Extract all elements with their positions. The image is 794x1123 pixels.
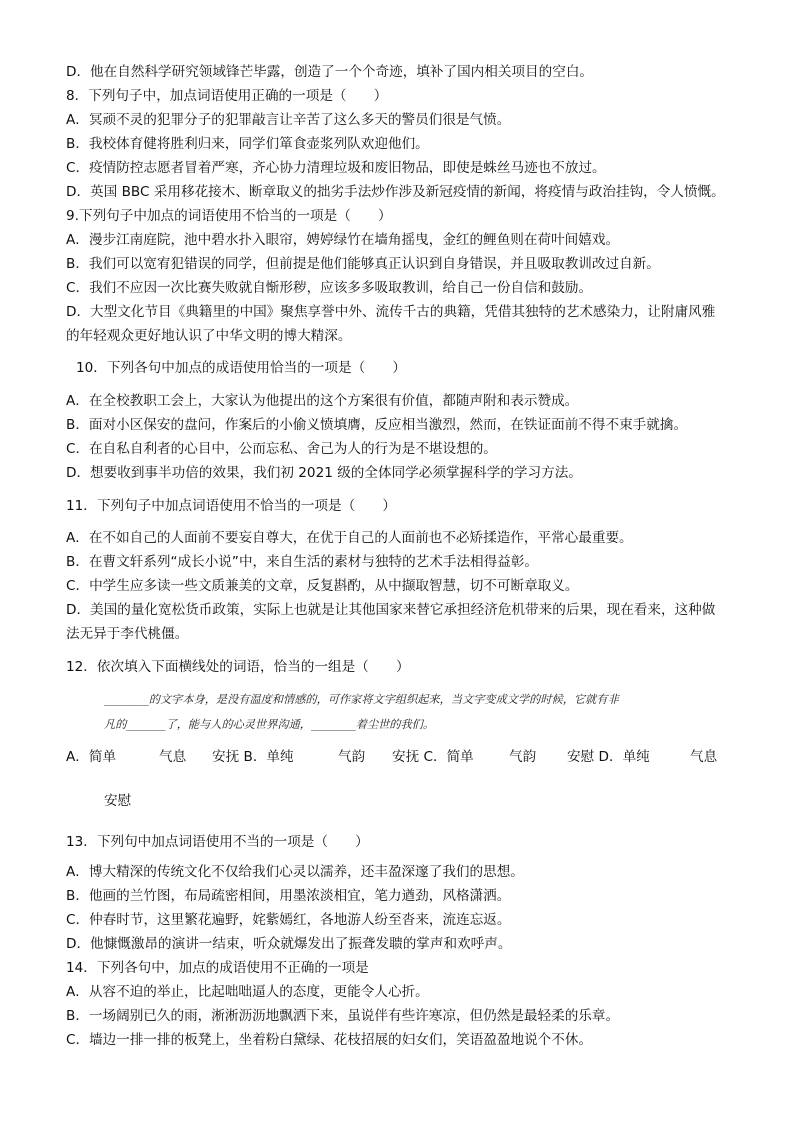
q14-option-a: A．从容不迫的举止，比起咄咄逼人的态度，更能令人心折。 (66, 984, 429, 1000)
q12-option-b-word3-c-word1: 安抚 C．简单 (392, 749, 474, 765)
q14-option-c: C．墙边一排一排的板凳上，坐着粉白黛绿、花枝招展的妇女们，笑语盈盈地说个不休。 (66, 1032, 593, 1048)
q12-option-a-word1: A．简单 (66, 749, 117, 765)
q9-option-a: A．漫步江南庭院，池中碧水扑入眼帘，娉婷绿竹在墙角摇曳，金红的鲤鱼则在荷叶间嬉戏。 (66, 232, 620, 248)
q12-stem: 12．依次填入下面横线处的词语，恰当的一组是（ ） (66, 659, 410, 675)
q8-option-c: C．疫情防控志愿者冒着严寒，齐心协力清理垃圾和废旧物品，即使是蛛丝马迹也不放过。 (66, 160, 606, 176)
q7-option-d: D．他在自然科学研究领域锋芒毕露，创造了一个个奇迹，填补了国内相关项目的空白。 (66, 64, 594, 80)
q12-option-d-word2: 气息 (690, 749, 718, 765)
q10-option-a: A．在全校教职工会上，大家认为他提出的这个方案很有价值，都随声附和表示赞成。 (66, 393, 579, 409)
q11-option-b: B．在曹文轩系列“成长小说”中，来自生活的素材与独特的艺术手法相得益彰。 (66, 554, 539, 570)
q13-option-b: B．他画的兰竹图，布局疏密相间，用墨浓淡相宜，笔力遒劲，风格潇洒。 (66, 888, 511, 904)
q14-stem: 14．下列各句中，加点的成语使用不正确的一项是 (66, 960, 369, 976)
q13-stem: 13．下列句中加点词语使用不当的一项是（ ） (66, 834, 369, 850)
q9-option-c: C．我们不应因一次比赛失败就自惭形秽，应该多多吸取教训，给自己一份自信和鼓励。 (66, 280, 593, 296)
q12-option-c-word2: 气韵 (509, 749, 537, 765)
q9-option-b: B．我们可以宽宥犯错误的同学，但前提是他们能够真正认识到自身错误，并且吸取教训改过自新。 (66, 256, 660, 272)
q10-stem: 10．下列各句中加点的成语使用恰当的一项是（ ） (76, 360, 406, 376)
q12-option-b-word2: 气韵 (338, 749, 366, 765)
q11-option-d-line2: 法无异于李代桃僵。 (66, 626, 189, 642)
q10-option-b: B．面对小区保安的盘问，作案后的小偷义愤填膺，反应相当激烈，然而，在铁证面前不得不束手就擒。 (66, 417, 688, 433)
q12-passage-line1: ________的文字本身，是没有温度和情感的，可作家将文字组织起来，当文字变成文学的时候，它就有非 (104, 693, 619, 706)
q8-stem: 8．下列句子中，加点词语使用正确的一项是（ ） (66, 88, 388, 104)
q12-options-row (66, 745, 746, 767)
q12-option-c-word3-d-word1: 安慰 D．单纯 (567, 749, 650, 765)
q10-option-d: D．想要收到事半功倍的效果，我们初 2021 级的全体同学必须掌握科学的学习方法。 (66, 465, 582, 481)
q14-option-b: B．一场阔别已久的雨，淅淅沥沥地飘洒下来，虽说伴有些许寒凉，但仍然是最轻柔的乐章。 (66, 1008, 620, 1024)
q9-option-d-line2: 的年轻观众更好地认识了中华文明的博大精深。 (66, 328, 352, 344)
q11-option-d-line1: D．美国的量化宽松货币政策，实际上也就是让其他国家来替它承担经济危机带来的后果，现在看来，这种做 (66, 602, 716, 618)
q12-option-d-word3: 安慰 (104, 793, 132, 809)
q12-passage-line2: 凡的_______了，能与人的心灵世界沟通，________着尘世的我们。 (104, 718, 435, 731)
q12-option-a-word2: 气息 (159, 749, 187, 765)
q11-option-a: A．在不如自己的人面前不要妄自尊大，在优于自己的人面前也不必矫揉造作，平常心最重要。 (66, 530, 633, 546)
q13-option-c: C．仲春时节，这里繁花遍野，姹紫嫣红，各地游人纷至沓来，流连忘返。 (66, 912, 511, 928)
q9-stem: 9.下列句子中加点的词语使用不恰当的一项是（ ） (66, 208, 392, 224)
q8-option-d: D．英国 BBC 采用移花接木、断章取义的拙劣手法炒作涉及新冠疫情的新闻，将疫情与政治挂钩，令人愤慨。 (66, 184, 725, 200)
q11-option-c: C．中学生应多读一些文质兼美的文章，反复斟酌，从中撷取智慧，切不可断章取义。 (66, 578, 579, 594)
q13-option-d: D．他慷慨激昂的演讲一结束，听众就爆发出了振聋发聩的掌声和欢呼声。 (66, 936, 512, 952)
q9-option-d-line1: D．大型文化节目《典籍里的中国》聚焦享誉中外、流传千古的典籍，凭借其独特的艺术感染力，让附庸风雅 (66, 304, 716, 320)
q10-option-c: C．在自私自利者的心目中，公而忘私、舍己为人的行为是不堪设想的。 (66, 441, 497, 457)
q13-option-a: A．博大精深的传统文化不仅给我们心灵以濡养，还丰盈深邃了我们的思想。 (66, 864, 524, 880)
q12-option-a-word3-b-word1: 安抚 B．单纯 (212, 749, 294, 765)
q11-stem: 11．下列句子中加点词语使用不恰当的一项是（ ） (66, 498, 396, 514)
q8-option-a: A．冥顽不灵的犯罪分子的犯罪敲言让辛苦了这么多天的警员们很是气愤。 (66, 112, 511, 128)
q8-option-b: B．我校体育健将胜利归来，同学们箪食壶浆列队欢迎他们。 (66, 136, 429, 152)
